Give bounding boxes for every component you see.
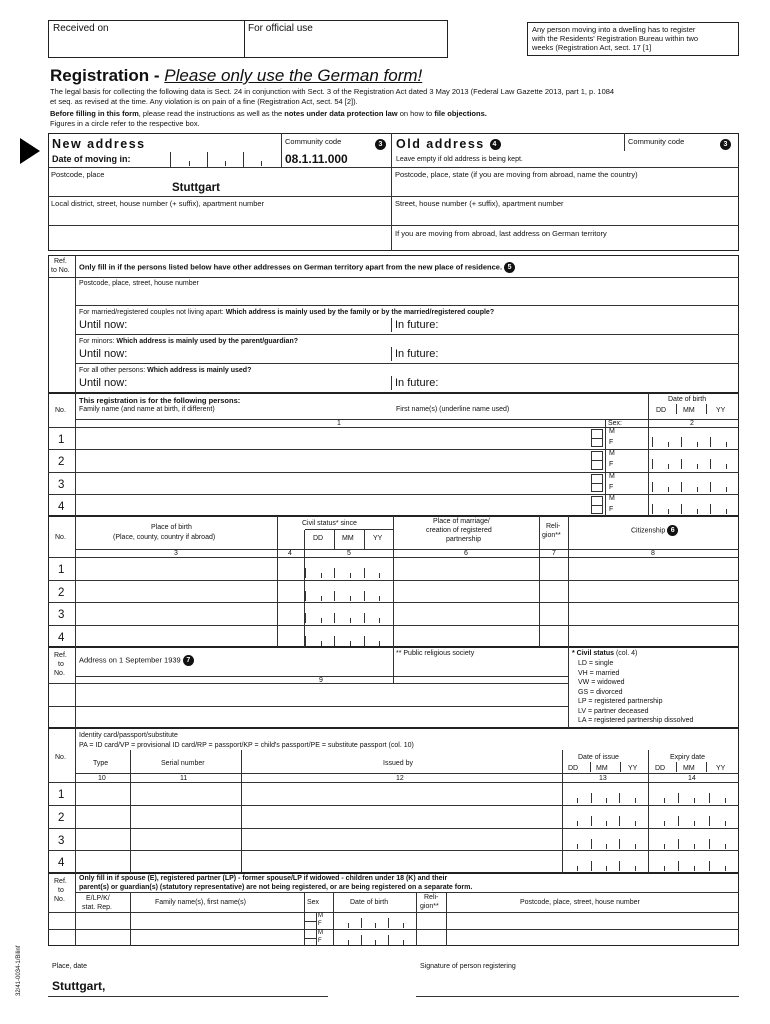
old-abroad-label: If you are moving from abroad, last address on German territory [395,229,607,238]
persons-family-label: Family name (and name at birth, if different) [79,406,215,413]
religion-line-2: gion** [542,532,561,539]
identity-col11: 11 [180,775,188,782]
marriage-line-1: Place of marriage/ [433,518,490,525]
issue-date-seg-2[interactable] [619,861,648,871]
new-address-title: New address [52,137,146,151]
expiry-date-seg-0[interactable] [648,839,678,849]
spouse-dob-seg-2[interactable] [388,935,416,945]
civil-dd: DD [313,535,324,542]
birth-place-label: Place of birth [151,524,192,531]
intro-read: , please read the instructions as well as the [138,109,285,118]
civil-legend-bold: * Civil status [572,650,615,657]
intro-line-4: Figures in a circle refer to the respective box. [50,119,200,128]
issue-date-seg-0[interactable] [562,839,591,849]
civil-legend-col: (col. 4) [614,650,638,657]
circle-5: 5 [504,262,515,273]
old-postcode-label: Postcode, place, state (if you are moving from abroad, name the country) [395,170,638,179]
circle-4: 4 [490,139,501,150]
citizenship-field[interactable] [571,582,736,601]
issue-date-seg-1[interactable] [591,816,620,826]
spouse-dob-seg-1[interactable] [361,918,389,928]
civil-legend-title [572,650,637,657]
expiry-mm: MM [683,765,695,772]
person-row-number: 3 [58,478,65,491]
intro-notes: notes under data protection law [284,109,398,118]
identity-line-1: Identity card/passport/substitute [79,732,178,739]
birth-row-number: 4 [58,631,65,644]
minors-text: Which address is mainly used by the parent/guardian? [116,338,298,345]
birth-row-number: 1 [58,564,65,576]
civil-legend-item: VW = widowed [578,679,625,686]
married-prefix: For married/registered couples not living apart: [79,309,226,316]
spouse-dob-seg-1[interactable] [361,935,389,945]
circle-6: 6 [667,525,678,536]
persons-dd: DD [656,407,667,414]
issue-date-seg-0[interactable] [562,861,591,871]
notice-line-1: Any person moving into a dwelling has to register [532,25,696,34]
person-dob-seg-0[interactable] [652,459,681,469]
id-type-field[interactable] [78,830,128,849]
addr1939-no: No. [54,670,65,677]
persons-no: No. [55,407,66,414]
others-until-now: Until now: [79,377,128,389]
marriage-place-field[interactable] [396,604,536,623]
birth-no: No. [55,534,66,541]
addr1939-to: to [58,661,64,668]
id-serial-field[interactable] [133,784,238,803]
marriage-place-field[interactable] [396,559,536,578]
addr1939-col9: 9 [319,677,323,684]
spouse-line-1: Only fill in if spouse (E), registered partner (LP) - former spouse/LP if widowed - children under 18 (K) and their [79,875,448,882]
marriage-place-field[interactable] [396,582,536,601]
others-prefix: For all other persons: [79,367,148,374]
issue-date-seg-2[interactable] [619,839,648,849]
civil-date-seg-1[interactable] [334,613,363,623]
place-date-line [48,996,328,997]
sex-m-label: M [609,450,615,458]
civil-date-seg-2[interactable] [364,591,393,601]
civil-date-seg-0[interactable] [305,568,334,578]
civil-yy: YY [373,535,383,542]
issue-date-seg-0[interactable] [562,816,591,826]
persons-title: This registration is for the following persons: [79,396,241,405]
issue-date-seg-1[interactable] [591,861,620,871]
issue-date-seg-2[interactable] [619,816,648,826]
identity-no: No. [55,754,66,761]
person-name-field[interactable] [78,496,588,514]
civil-legend-item: LA = registered partnership dissolved [578,717,694,724]
religious-society-note: ** Public religious society [396,650,475,657]
signature-line[interactable] [416,996,739,997]
intro-file: file objections. [434,109,487,118]
religion-line-1: Reli- [546,523,561,530]
old-empty-hint: Leave empty if old address is being kept. [396,156,523,163]
id-serial-field[interactable] [133,830,238,849]
person-dob-seg-0[interactable] [652,482,681,492]
old-address-title [396,138,501,151]
other-ref: Ref. [54,258,67,265]
expiry-date-seg-0[interactable] [648,861,678,871]
id-type-field[interactable] [78,784,128,803]
married-text: Which address is mainly used by the family or by the married/registered couple? [225,309,495,316]
spouse-ref: Ref. [54,878,67,885]
citizenship-text: Citizenship [631,527,666,535]
title-main: Registration - [50,66,165,85]
new-community-code-value[interactable]: 08.1.11.000 [285,152,348,166]
place-of-birth-field[interactable] [78,559,274,578]
civil-date-seg-2[interactable] [364,568,393,578]
identity-col14: 14 [688,775,696,782]
person-name-field[interactable] [78,474,588,492]
id-issued-field[interactable] [244,807,559,826]
person-name-field[interactable] [78,451,588,469]
spouse-dob-seg-0[interactable] [333,918,361,928]
person-dob-seg-1[interactable] [681,504,710,514]
spouse-no: No. [54,896,65,903]
identity-date-issue: Date of issue [578,754,619,761]
persons-first-label: First name(s) (underline name used) [396,406,510,413]
person-dob-seg-0[interactable] [652,437,681,447]
identity-col12: 12 [396,775,404,782]
identity-type: Type [93,760,109,767]
identity-col13: 13 [599,775,607,782]
new-postcode-label: Postcode, place [51,170,105,179]
civil-legend-item: LP = registered partnership [578,698,663,705]
expiry-date-seg-2[interactable] [709,839,739,849]
married-in-future: In future: [395,319,439,331]
issue-date-seg-0[interactable] [562,793,591,803]
expiry-date-seg-2[interactable] [709,861,739,871]
spouse-elp-1: E/LP/K/ [86,895,110,902]
birth-row-number: 3 [58,609,65,621]
expiry-dd: DD [655,765,666,772]
person-dob-seg-1[interactable] [681,459,710,469]
circle-3-new: 3 [375,139,386,150]
person-dob-seg-2[interactable] [710,437,739,447]
identity-row-number: 3 [58,834,65,847]
spouse-m-label: M [318,930,323,936]
sex-f-label: F [609,461,614,469]
person-dob-seg-0[interactable] [652,504,681,514]
spouse-f-label: F [318,921,322,927]
marriage-line-2: creation of registered [426,527,492,534]
minors-question [79,338,298,345]
new-community-code-label: Community code [285,137,342,146]
place-date-label: Place, date [52,963,88,970]
issue-date-seg-2[interactable] [619,793,648,803]
identity-row-number: 2 [58,811,65,824]
other-to-no: to No. [51,267,70,274]
new-postcode-value[interactable]: Stuttgart [172,182,220,194]
citizenship-field[interactable] [571,627,736,646]
identity-row-number: 1 [58,789,65,801]
citizenship-field[interactable] [571,559,736,578]
identity-row-number: 4 [58,857,65,870]
arrow-icon [20,138,40,164]
intro-before: Before filling in this form [50,109,139,118]
sex-m-label: M [609,472,615,480]
old-street-label: Street, house number (+ suffix), apartment number [395,199,564,208]
person-dob-seg-2[interactable] [710,504,739,514]
sex-f-label: F [609,439,614,446]
person-name-field[interactable] [78,429,588,447]
spouse-address-field[interactable] [449,930,737,945]
spouse-religion-2: gion** [420,903,439,910]
expiry-date-seg-1[interactable] [678,839,708,849]
minors-prefix: For minors: [79,338,117,345]
spouse-to: to [58,887,64,894]
identity-col10: 10 [98,775,106,782]
citizenship-field[interactable] [571,604,736,623]
birth-place-sub: (Place, county, country if abroad) [113,534,216,541]
married-until-now: Until now: [79,319,128,331]
id-type-field[interactable] [78,807,128,826]
page-title [50,67,422,84]
person-row-number: 2 [58,456,65,469]
spouse-name-field[interactable] [133,930,301,945]
civil-date-seg-0[interactable] [305,591,334,601]
expiry-date-seg-1[interactable] [678,861,708,871]
civil-legend-item: GS = divorced [578,688,623,696]
spouse-elp-field[interactable] [50,913,128,928]
spouse-elp-2: stat. Rep. [82,904,112,911]
person-dob-seg-1[interactable] [681,482,710,492]
birth-col7: 7 [552,550,556,557]
expiry-yy: YY [716,765,726,772]
person-dob-seg-2[interactable] [710,482,739,492]
civil-date-seg-1[interactable] [334,636,363,646]
birth-col5: 5 [347,550,351,557]
persons-mm: MM [683,407,695,414]
spouse-elp-field[interactable] [50,930,128,945]
citizenship-label [631,525,678,536]
civil-legend-item: LD = single [578,660,614,667]
id-serial-field[interactable] [133,852,238,871]
person-dob-seg-2[interactable] [710,459,739,469]
spouse-address-field[interactable] [449,913,737,928]
expiry-date-seg-0[interactable] [648,793,678,803]
intro-line-3 [50,110,487,118]
signature-label: Signature of person registering [420,963,516,970]
civil-date-seg-2[interactable] [364,636,393,646]
addr1939-text: Address on 1 September 1939 [79,655,181,665]
notice-line-2: with the Residents' Registration Bureau within two [532,34,699,43]
id-serial-field[interactable] [133,807,238,826]
birth-col4: 4 [288,550,292,557]
sex-f-label: F [609,505,614,513]
civil-legend-item: VH = married [578,669,620,677]
place-of-birth-field[interactable] [78,627,274,646]
place-of-birth-field[interactable] [78,582,274,601]
issue-mm: MM [596,765,608,772]
civil-date-seg-1[interactable] [334,568,363,578]
spouse-religion-1: Reli- [424,894,439,901]
birth-row-number: 2 [58,586,65,599]
persons-dob-label: Date of birth [668,396,707,403]
date-moving-field[interactable] [170,152,278,167]
other-postcode-label: Postcode, place, street, house number [79,280,199,287]
spouse-m-label: M [318,913,323,919]
sex-m-label: M [609,494,615,502]
new-street-label: Local district, street, house number (+ suffix), apartment number [51,199,265,208]
civil-date-seg-0[interactable] [305,636,334,646]
addr1939-ref: Ref. [54,652,67,659]
old-community-code-label: Community code [628,137,685,146]
minors-in-future: In future: [395,348,439,360]
id-issued-field[interactable] [244,784,559,803]
circle-3-old: 3 [720,139,731,150]
notice-line-3: weeks (Registration Act, sect. 17 [1] [532,43,652,52]
old-address-text: Old address [396,137,485,151]
others-text: Which address is mainly used? [147,367,252,374]
married-question [79,309,494,316]
official-use-label: For official use [248,23,313,34]
id-type-field[interactable] [78,852,128,871]
sex-f-label: F [609,483,614,491]
spouse-dob-seg-2[interactable] [388,918,416,928]
civil-date-seg-2[interactable] [364,613,393,623]
expiry-date-seg-1[interactable] [678,816,708,826]
birth-col8: 8 [651,550,655,557]
person-dob-seg-1[interactable] [681,437,710,447]
spouse-postcode: Postcode, place, street, house number [520,899,640,906]
expiry-date-seg-2[interactable] [709,816,739,826]
birth-col6: 6 [464,550,468,557]
identity-line-2: PA = ID card/VP = provisional ID card/RP = passport/KP = child's passport/PE = substitute passport (col. 10) [79,742,414,749]
civil-mm: MM [342,535,354,542]
spouse-family: Family name(s), first name(s) [155,899,247,906]
other-title-text: Only fill in if the persons listed below have other addresses on German territory apart from the new place of residence. [79,262,503,272]
spouse-name-field[interactable] [133,913,301,928]
id-issued-field[interactable] [244,830,559,849]
issue-date-seg-1[interactable] [591,793,620,803]
intro-line-2: et seq. as revised at the time. Any violation is on pain of a fine (Registration Act, sect. 54 [2]). [50,97,358,106]
others-question [79,367,251,374]
persons-yy: YY [716,407,726,414]
footer-form-code: 32/41-0034-1/Bilinf [16,945,22,996]
birth-col3: 3 [174,550,178,557]
other-title [79,262,515,273]
id-issued-field[interactable] [244,852,559,871]
civil-date-seg-1[interactable] [334,591,363,601]
circle-7: 7 [183,655,194,666]
sex-m-label: M [609,428,615,435]
issue-yy: YY [628,765,638,772]
received-on-label: Received on [53,23,109,34]
expiry-date-seg-0[interactable] [648,816,678,826]
person-row-number: 4 [58,500,65,513]
persons-col1: 1 [337,420,341,427]
person-row-number: 1 [58,434,65,446]
addr1939-label [79,655,194,666]
civil-legend-item: LV = partner deceased [578,707,649,715]
expiry-date-seg-1[interactable] [678,793,708,803]
spouse-dob: Date of birth [350,899,389,906]
persons-sex-label: Sex: [608,420,623,427]
title-sub: Please only use the German form! [164,66,423,85]
expiry-date-seg-2[interactable] [709,793,739,803]
marriage-line-3: partnership [446,536,482,543]
place-of-birth-field[interactable] [78,604,274,623]
issue-date-seg-1[interactable] [591,839,620,849]
issue-dd: DD [568,765,579,772]
spouse-dob-seg-0[interactable] [333,935,361,945]
identity-expiry: Expiry date [670,754,706,761]
persons-col2: 2 [690,420,694,427]
minors-until-now: Until now: [79,348,128,360]
address-section [48,133,739,251]
identity-serial: Serial number [161,760,205,767]
date-moving-label: Date of moving in: [52,154,131,164]
identity-issued: Issued by [383,760,413,767]
spouse-line-2: parent(s) or guardian(s) (statutory representative) are not being registered, or are being registered on a separate form. [79,884,473,891]
spouse-sex: Sex [307,899,320,906]
civil-date-seg-0[interactable] [305,613,334,623]
marriage-place-field[interactable] [396,627,536,646]
intro-line-1: The legal basis for collecting the following data is Sect. 24 in conjunction with Sect. 3 of the Registration Act dated 3 May 2013 (Federal Law Gazette 2013, part 1, p. 1084 [50,87,615,96]
others-in-future: In future: [395,377,439,389]
spouse-f-label: F [318,938,322,944]
place-date-value[interactable]: Stuttgart, [52,979,106,993]
intro-how: on how to [397,109,435,118]
civil-status-label: Civil status* since [302,520,357,527]
